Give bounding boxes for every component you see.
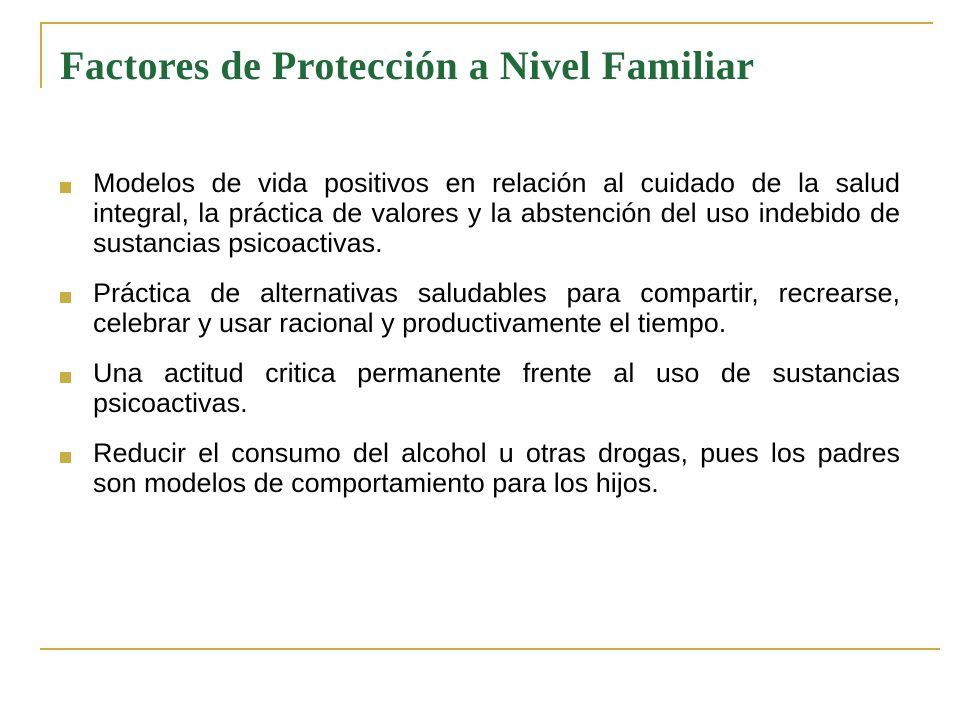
slide-title: Factores de Protección a Nivel Familiar	[60, 43, 755, 88]
bullet-text: Una actitud critica permanente frente al uso de sustancias psicoactivas.	[93, 358, 900, 418]
left-rule	[40, 22, 42, 88]
bullet-item	[60, 168, 900, 258]
bottom-rule	[40, 648, 940, 650]
square-bullet-icon	[60, 372, 71, 383]
bullet-text: Reducir el consumo del alcohol u otras drogas, pues los padres son modelos de comportamiento para los hijos.	[93, 438, 900, 498]
bullet-text: Práctica de alternativas saludables para compartir, recrearse, celebrar y usar racional y productivamente el tiempo.	[93, 278, 900, 338]
square-bullet-icon	[60, 452, 71, 463]
square-bullet-icon	[60, 292, 71, 303]
top-rule	[40, 22, 933, 24]
bullet-item	[60, 278, 900, 338]
square-bullet-icon	[60, 182, 71, 193]
bullet-item	[60, 438, 900, 498]
bullet-list	[60, 168, 900, 518]
bullet-text: Modelos de vida positivos en relación al cuidado de la salud integral, la práctica de valores y la abstención del uso indebido de sustancias psicoactivas.	[93, 168, 900, 258]
bullet-item	[60, 358, 900, 418]
